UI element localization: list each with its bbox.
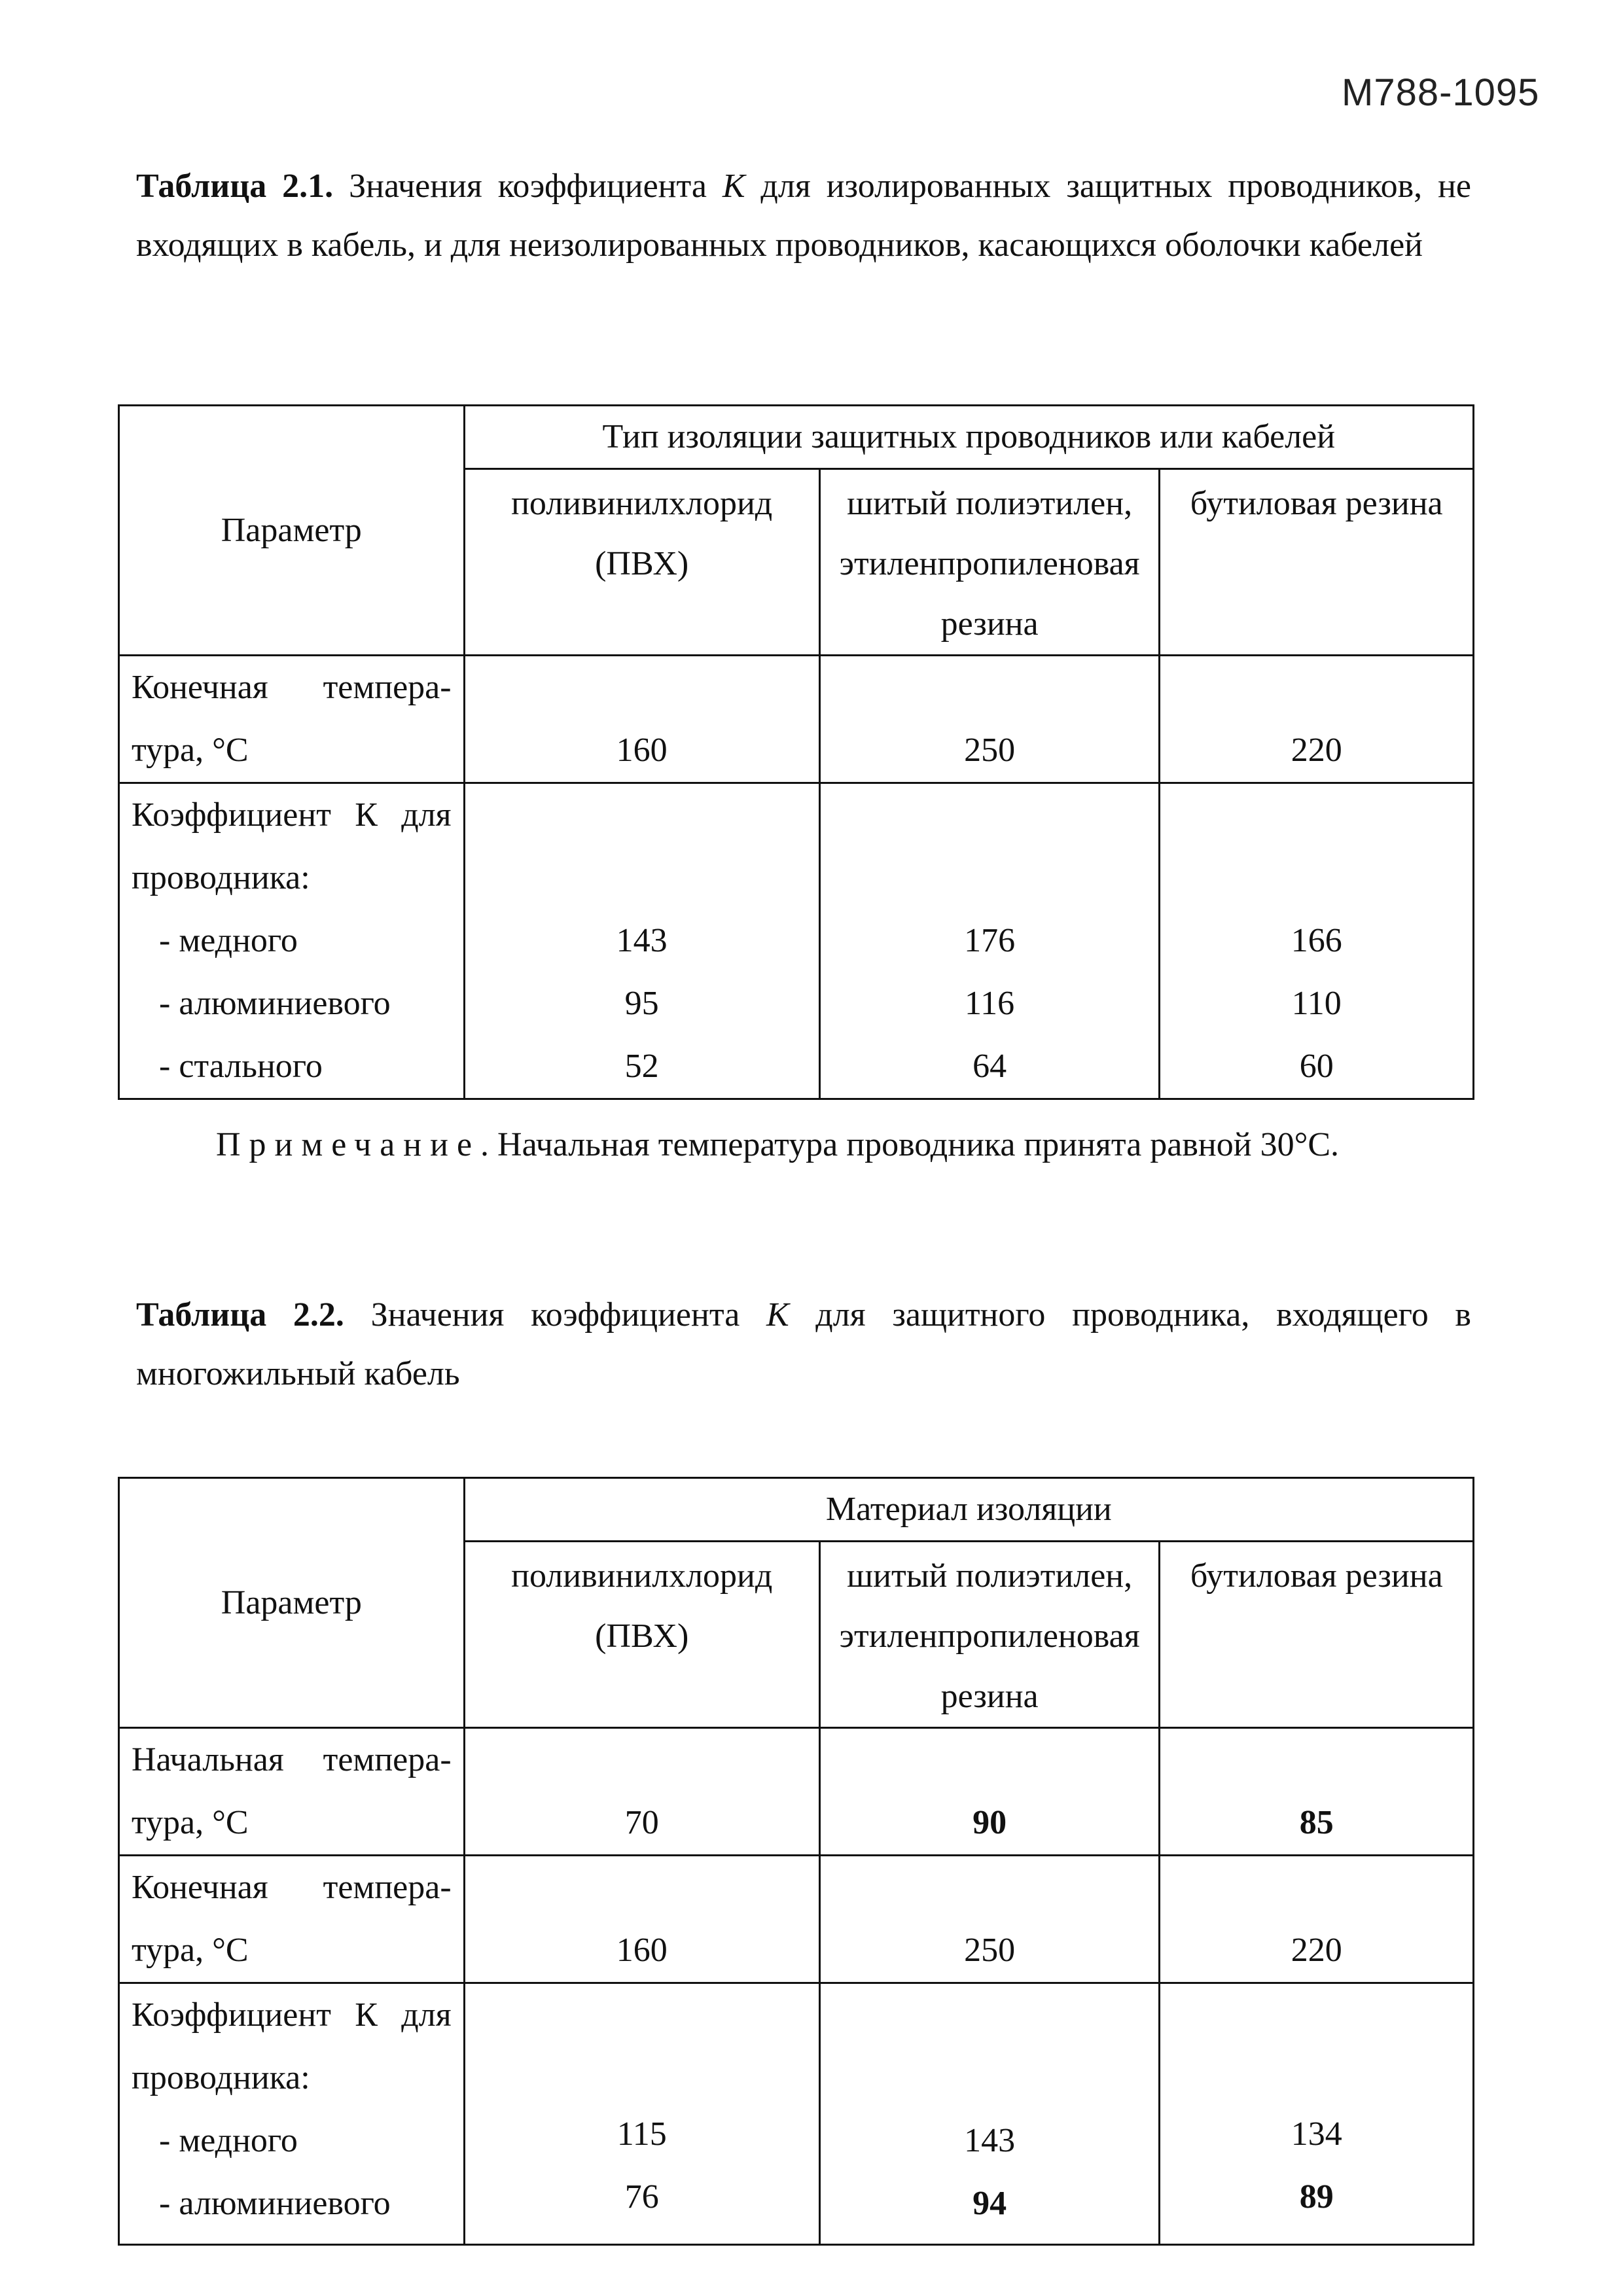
table1-final-temp-pvc: 160: [464, 656, 819, 783]
table2-final-temp-label: [119, 1856, 465, 1983]
table1-caption-k: К: [722, 168, 745, 205]
value-copper: 143: [616, 922, 668, 959]
table2-initial-temp-butyl: [1160, 1728, 1474, 1856]
table1-col-xlpe: шитый полиэтилен, этиленпропиленовая резина: [819, 469, 1160, 656]
value-steel: 64: [972, 1048, 1007, 1085]
value-aluminium: 95: [624, 985, 659, 1022]
value-aluminium: 76: [624, 2178, 659, 2216]
table1-caption-label: Таблица 2.1.: [136, 168, 334, 205]
row-label-copper: - медного: [159, 922, 298, 959]
value-bold: 94: [972, 2185, 1007, 2222]
table2-k-butyl: [1160, 1983, 1474, 2245]
label-word: тура, °С: [132, 1932, 249, 1969]
value-bold: 85: [1299, 1804, 1334, 1841]
table1: [118, 404, 1474, 1100]
table2-caption-k: К: [766, 1296, 789, 1333]
table2-col-pvc: поливинилхлорид (ПВХ): [464, 1542, 819, 1728]
table2-col-xlpe: шитый полиэтилен, этиленпропиленовая резина: [819, 1542, 1160, 1728]
table1-caption-post: для изолированных защитных проводников, не входящих в кабель, и для неизолированных проводников, касающихся оболочки кабелей: [136, 168, 1471, 264]
label-word: Конечная: [132, 1869, 268, 1906]
value-aluminium: 110: [1291, 985, 1342, 1022]
label-word: темпера-: [323, 1869, 452, 1906]
table2-k-pvc: [464, 1983, 819, 2245]
table2-initial-temp-xlpe: [819, 1728, 1160, 1856]
label-word: К: [355, 1996, 378, 2034]
row-label-aluminium: - алюминиевого: [159, 2185, 391, 2222]
row-label-steel: - стального: [159, 1048, 323, 1085]
row-label-aluminium: - алюминиевого: [159, 985, 391, 1022]
value-copper: 166: [1291, 922, 1342, 959]
table1-k-label: [119, 783, 465, 1099]
table2-group-header: Материал изоляции: [464, 1478, 1473, 1542]
table2-k-xlpe: [819, 1983, 1160, 2245]
table2-final-temp-pvc: 160: [464, 1856, 819, 1983]
table2-final-temp-butyl: 220: [1160, 1856, 1474, 1983]
table1-param-header: Параметр: [119, 406, 465, 656]
table2-param-header: Параметр: [119, 1478, 465, 1728]
table1-final-temp-xlpe: 250: [819, 656, 1160, 783]
table1-final-temp-label: [119, 656, 465, 783]
table1-col-pvc: поливинилхлорид (ПВХ): [464, 469, 819, 656]
value-bold: 90: [972, 1804, 1007, 1841]
table1-group-header: Тип изоляции защитных проводников или кабелей: [464, 406, 1473, 469]
note-text: . Начальная температура проводника принята равной 30°С.: [480, 1126, 1340, 1163]
value-copper: 143: [964, 2122, 1016, 2159]
table1-caption: [136, 157, 1471, 275]
label-word: Конечная: [132, 669, 268, 706]
label-word: Начальная: [132, 1741, 284, 1778]
label-word: тура, °С: [132, 732, 249, 769]
value-copper: 115: [616, 2115, 667, 2153]
value-aluminium: [821, 2172, 1159, 2235]
table2-initial-temp-label: [119, 1728, 465, 1856]
value-steel: 60: [1299, 1048, 1334, 1085]
table1-col-butyl: бутиловая резина: [1160, 469, 1474, 656]
label-word: тура, °С: [132, 1804, 249, 1841]
table2: [118, 1477, 1474, 2246]
value-steel: 52: [624, 1048, 659, 1085]
label-word: проводника:: [132, 2059, 310, 2096]
table1-final-temp-butyl: 220: [1160, 656, 1474, 783]
table2-k-label: [119, 1983, 465, 2245]
label-word: проводника:: [132, 859, 310, 896]
label-word: Коэффициент: [132, 796, 331, 834]
table2-caption: [136, 1286, 1471, 1404]
note-label: Примечание: [216, 1126, 481, 1163]
value-copper: 176: [964, 922, 1016, 959]
table1-k-pvc: [464, 783, 819, 1099]
label-word: темпера-: [323, 1741, 452, 1778]
value-copper: 134: [1291, 2115, 1342, 2153]
table1-caption-pre: Значения коэффициента: [333, 168, 722, 205]
table1-note: [216, 1125, 1339, 1164]
label-word: для: [401, 796, 452, 834]
table1-k-butyl: [1160, 783, 1474, 1099]
label-word: К: [355, 796, 378, 834]
label-word: темпера-: [323, 669, 452, 706]
value-aluminium: [1160, 2166, 1472, 2229]
value-bold: 89: [1299, 2178, 1334, 2216]
row-label-copper: - медного: [159, 2122, 298, 2159]
value-aluminium: 116: [965, 985, 1015, 1022]
table2-final-temp-xlpe: 250: [819, 1856, 1160, 1983]
table2-caption-label: Таблица 2.2.: [136, 1296, 344, 1333]
table2-caption-post: для защитного проводника, входящего в многожильный кабель: [136, 1296, 1471, 1392]
table2-initial-temp-pvc: 70: [464, 1728, 819, 1856]
table2-col-butyl: бутиловая резина: [1160, 1542, 1474, 1728]
document-number: М788-1095: [1342, 71, 1540, 114]
table1-k-xlpe: [819, 783, 1160, 1099]
label-word: Коэффициент: [132, 1996, 331, 2034]
table2-caption-pre: Значения коэффициента: [344, 1296, 767, 1333]
label-word: для: [401, 1996, 452, 2034]
